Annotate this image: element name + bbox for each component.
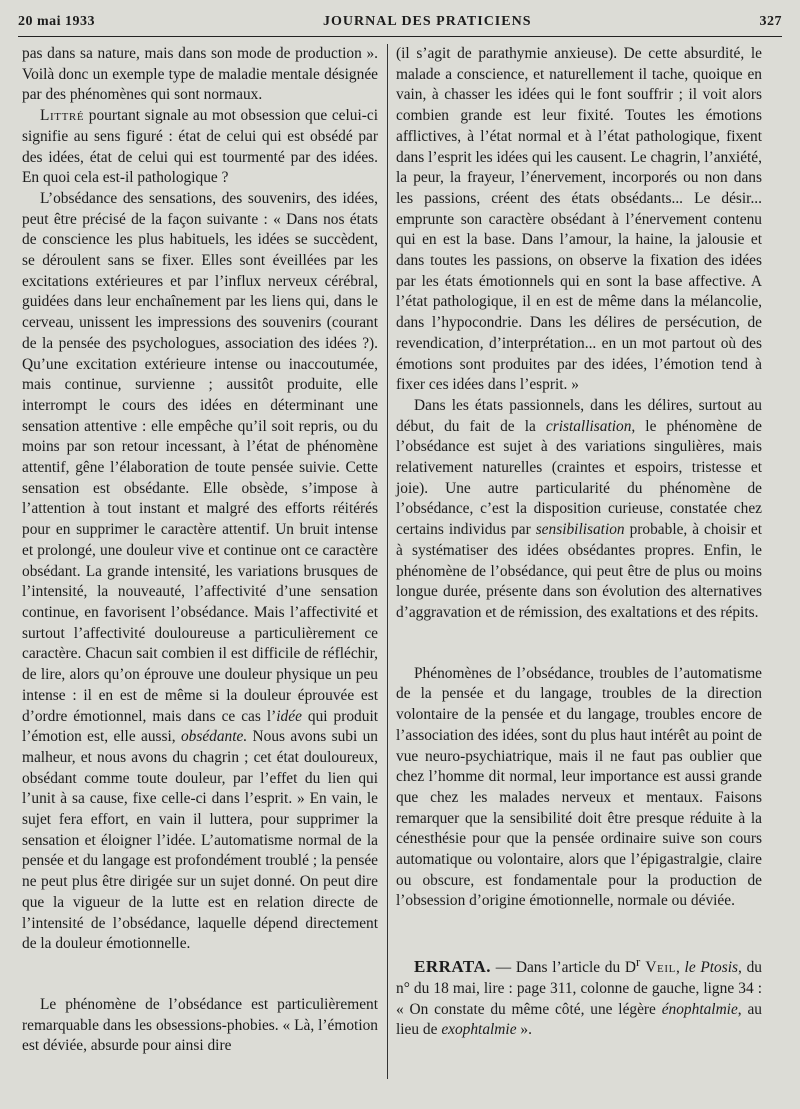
- paragraph-text: ,: [675, 959, 685, 977]
- paragraph-text: qui produit l’émotion est, elle aussi,: [22, 707, 378, 746]
- column-divider: [387, 44, 388, 1079]
- emphasis: obsédante.: [180, 728, 248, 746]
- page-header: [18, 14, 782, 36]
- paragraph: [396, 396, 762, 624]
- emphasis: cristallisation,: [545, 417, 636, 435]
- emphasis: énophtalmie: [661, 1000, 738, 1018]
- page-number: 327: [759, 14, 782, 29]
- emphasis: idée: [276, 707, 302, 725]
- paragraph-text: , du n° du 18 mai, lire : page 311, colonne de gauche, ligne 34 : « On constate du même côté, une légère: [396, 959, 762, 1018]
- emphasis: exophtalmie: [441, 1021, 517, 1039]
- paragraph-text: Dans les états passionnels, dans les délires, surtout au début, du fait de la: [396, 396, 762, 435]
- paragraph-text: probable, à choisir et à systématiser des idées obsédantes propres. Enfin, le phénomène de l’obsédance, qui peut être de plus ou moins longue durée, présente dans son évolution des alternatives d’aggravation et de rémission, des exaltations et des répits.: [396, 521, 762, 621]
- superscript: r: [636, 955, 641, 970]
- paragraph-text: ».: [516, 1021, 532, 1039]
- article-title: le Ptosis: [684, 959, 739, 977]
- paragraph-text: Nous avons subi un malheur, et nous avons du chagrin ; cet état douloureux, obsédant comme toute douleur, par l’effet du lien qui l’unit à sa cause, fixe celle-ci dans l’esprit. » En vain, le sujet fera effort, en vain il luttera, pour supprimer la sensation et éloigner l’idée. L’automatisme normal de la pensée et du langage est profondément troublé ; la pensée ne peut plus être dirigée sur un sujet donné. On peut dire que la vigueur de la lutte est en relation directe de l’intensité de l’obsédance, laquelle dépend directement de la douleur émotionnelle.: [22, 728, 378, 953]
- errata-label: ERRATA.: [414, 957, 492, 977]
- paragraph: Le phénomène de l’obsédance est particulièrement remarquable dans les obsessions-phobies. « Là, l’émotion est déviée, absurde pour ainsi dire: [22, 995, 378, 1055]
- author-name: Veil: [640, 959, 676, 977]
- author-name: Littré: [40, 107, 85, 125]
- paragraph: [22, 189, 378, 955]
- header-rule: [18, 36, 782, 37]
- left-column: [22, 44, 378, 1057]
- paragraph: (il s’agit de parathymie anxieuse). De cette absurdité, le malade a conscience, et naturellement il tache, quoique en vain, à chasser les idées qui le font souffrir ; il voit alors combien grande est leur fixité. Toutes les émotions afflictives, à l’état normal et à l’état pathologique, fixent dans l’esprit les idées qui les causent. Le chagrin, l’anxiété, la peur, la frayeur, l’énervement, incorporés ou non dans les passions, créent des états obsédants... Le désir... emprunte son caractère obsédant à l’énervement contenu qui en est la base. Dans l’amour, la haine, la jalousie et dans toutes les passions, on observe la fixation des idées par les états émotionnels qui en sont la base affective. A l’état pathologique, il en est de même dans la mélancolie, dans l’hypocondrie. Dans les délires de persécution, de revendication, d’interprétation... en un mot partout où des émotions sont produites par des idées, l’émotion tend à fixer ces idées dans l’esprit. »: [396, 45, 762, 394]
- paragraph: Phénomènes de l’obsédance, troubles de l’automatisme de la pensée et du langage, troubles de la direction volontaire de la pensée et du langage, troubles encore de l’association des idées, sont du plus haut intérêt au point de vue neuro-psychiatrique, mais il ne faut pas oublier que chez l’homme dit normal, leur importance est aussi grande que chez les malades nerveux et mentaux. Faisons remarquer que la sensibilité doit être presque réduite à la cénesthésie pour que la pensée ordinaire suive son cours automatique ou volontaire, alors que l’épigastralgie, claire ou obscure, est fondamentale pour la production de l’obsession d’origine émotionnelle, normale ou déviée.: [396, 664, 762, 910]
- paragraph-text: — Dans l’article du D: [491, 959, 637, 977]
- paragraph-text: L’obsédance des sensations, des souvenirs, des idées, peut être précisé de la façon suivante : « Dans nos états de conscience les plus habituels, les idées se succèdent, se déroulent sans se fixer. Elles sont éveillées par les excitations extérieures et par l’influx nerveux cérébral, guidées dans leur enchaînement par les liens qui, dans le cerveau, unissent les impressions des souvenirs (courant de la pensée des psychologues, association des idées ?). Qu’une excitation extérieure intense ou inaccoutumée, mais continue, survienne ; aussitôt produite, elle interrompt le cours des idées en déterminant une sensation attentive : elle empêche qu’il soit repris, ou du moins par son retour incessant, à l’état de phénomène attentif, gêne l’élaboration de toute pensée suivie. Cette sensation est obsédante. Elle obsède, s’impose à l’attention à tout instant et malgré des efforts réitérés pour en supprimer le caractère attentif. Un bruit intense et prolongé, une douleur vive et continue ont ce caractère obsédant. La grande intensité, les variations brusques de l’intensité, la nouveauté, l’affectivité d’une sensation continue, en favorisent l’obsédance. Mais l’affectivité et surtout l’affectivité douloureuse a particulièrement ce caractère. Chacun sait combien il est difficile de réfléchir, de lire, alors qu’on éprouve une douleur physique un peu intense : il en est de même si la douleur éprouvée est d’ordre émotionnel, mais dans ce cas l’: [22, 189, 378, 725]
- right-column: [396, 44, 762, 1041]
- emphasis: sensibilisation: [535, 521, 625, 539]
- paragraph-text: pourtant signale au mot obsession que celui-ci signifie au sens figuré : état de celui qui est obsédé par des idées, état de celui qui est tourmenté par des idées. En quoi cela est-il pathologique ?: [22, 107, 378, 187]
- paragraph-text: le phénomène de l’obsédance est sujet à des variations singulières, mais relativement naturelles (craintes et espoirs, tristesse et joie). Une autre particularité du phénomène de l’obsédance, c’est la disposition curieuse, constatée chez certains individus par: [396, 417, 763, 539]
- journal-title: JOURNAL DES PRATICIENS: [323, 14, 532, 29]
- paragraph-text: , au lieu de: [396, 1000, 762, 1039]
- issue-date: 20 mai 1933: [18, 14, 96, 29]
- paragraph: pas dans sa nature, mais dans son mode de production ». Voilà donc un exemple type de maladie mentale désignée par des phénomènes qui sont normaux.: [22, 45, 378, 104]
- errata-note: [396, 952, 762, 1041]
- paragraph: [22, 106, 378, 189]
